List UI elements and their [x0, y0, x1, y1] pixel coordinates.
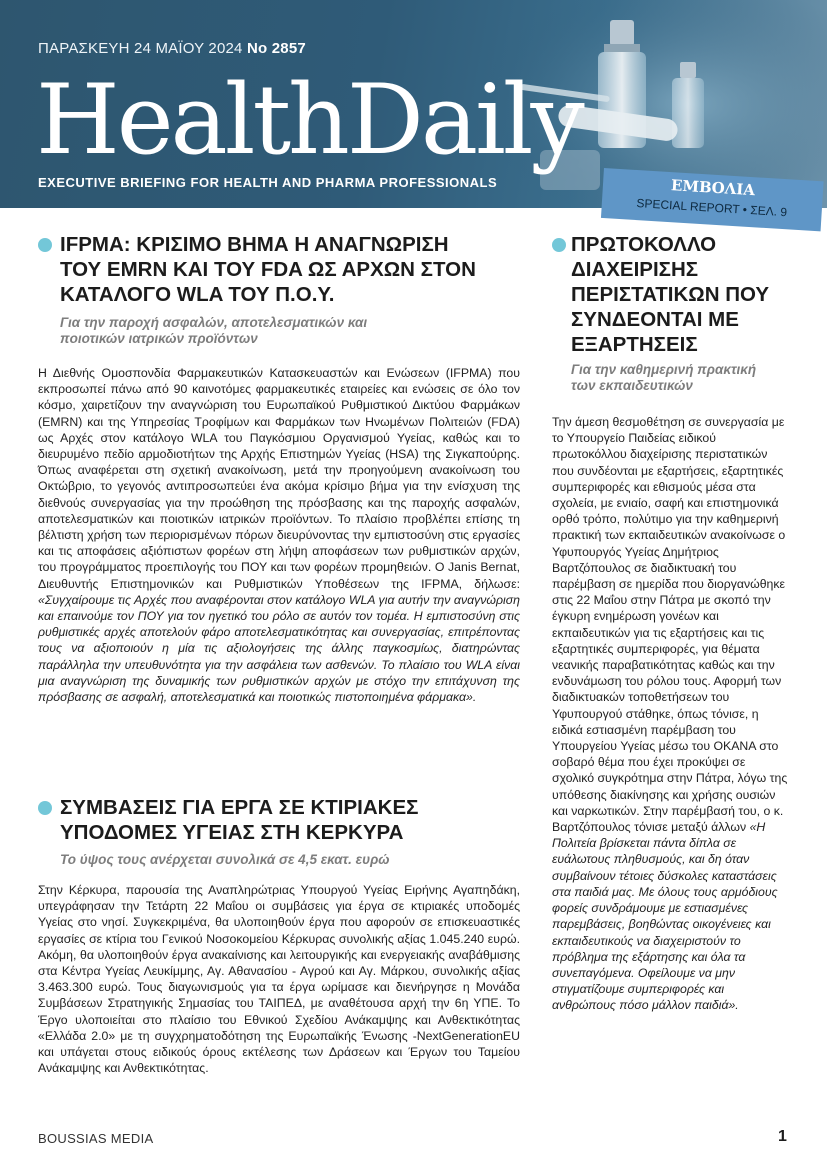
- article2-headline[interactable]: ΣΥΜΒΑΣΕΙΣ ΓΙΑ ΕΡΓΑ ΣΕ ΚΤΙΡΙΑΚΕΣ ΥΠΟΔΟΜΕΣ ΥΓΕΙΑΣ ΣΤΗ ΚΕΡΚΥΡΑ: [60, 796, 419, 844]
- page-number: 1: [778, 1128, 787, 1145]
- tagline: EXECUTIVE BRIEFING FOR HEALTH AND PHARMA PROFESSIONALS: [38, 175, 498, 190]
- article3-body-text: Την άμεση θεσμοθέτηση σε συνεργασία με το Υπουργείο Παιδείας ειδικού πρωτοκόλλου διαχείρισης περιστατικών που συνδέονται με εξαρτήσεις, εξαρτητικές συμπεριφορές και εθισμούς μέσα στα σχολεία, με ενιαίο, σαφή και επιστημονικά ορθό τρόπο, πολύτιμο για την καθημερινή πρακτική των εκπαιδευτικών ανακοίνωσε ο Υφυπουργός Υγείας Δημήτριος Βαρτζόπουλος σε διαδικτυακή του παρέμβαση σε ημερίδα που διοργανώθηκε στις 22 Μαΐου στην Πάτρα με σκοπό την έγκυρη ενημέρωση γονέων και εκπαιδευτικών για τις εξαρτήσεις και τις εξαρτητικές συμπεριφορές, για θέματα νεανικής παραβατικότητας καθώς και την ενδυνάμωση του ρόλου τους. Αφορμή των διαδικτυακών τοποθετήσεων του Υφυπουργού στάθηκε, όπως τόνισε, η ειδικά εστιασμένη παρέμβαση του Υπουργείου Υγείας μέσω του ΟΚΑΝΑ στο σοβαρό θέμα που έχει προκύψει σε σχολικό συγκρότημα στην Πάτρα, λόγω της υπόθεσης διακίνησης και χρήσης ουσιών και ναρκωτικών. Στην παρέμβασή του, ο κ. Βαρτζόπουλος τόνισε μεταξύ άλλων: [552, 415, 788, 835]
- special-report-title: ΕΜΒΟΛΙΑ: [670, 176, 756, 200]
- article1-body: [38, 365, 520, 705]
- article1-body-text: Η Διεθνής Ομοσπονδία Φαρμακευτικών Κατασκευαστών και Ενώσεων (IFPMA) που εκπροσωπεί πάνω από 90 καινοτόμες φαρμακευτικές εταιρείες και ενώσεις σε όλο τον κόσμο, χαιρετίζουν την αναγνώριση του Ευρωπαϊκού Ρυθμιστικού Δικτύου Φαρμάκων (EMRN) και της Υπηρεσίας Τροφίμων και Φαρμάκων των Ηνωμένων Πολιτειών (FDA) ως Αρχές στον κατάλογο WLA του Παγκόσμιου Οργανισμού Υγείας, καθώς και το διευρυμένο πεδίο αρμοδιοτήτων της Αρχής Επιστημών Υγείας (HSA) της Σιγκαπούρης. Όπως αναφέρεται στη σχετική ανακοίνωση, μετά την προηγούμενη ανακοίνωση του Οκτώβριο, το γεγονός αντιπροσωπεύει ένα ακόμα κρίσιμο βήμα για την ενίσχυση της διεθνούς συνεργασίας για την προώθηση της πρόσβασης και της παροχής ασφαλών, αποτελεσματικών και ποιοτικών ιατρικών προϊόντων. Το πλαίσιο προβλέπει επίσης τη βέλτιστη χρήση των περιορισμένων πόρων διευρύνοντας την εμπιστοσύνη στις εργασίες και τις αποφάσεις αξιόπιστων φορέων στη λήψη αποφάσεων των ρυθμιστικών αρχών, του προγράμματος προεπιλογής του ΠΟΥ και των φορέων προμηθειών. Ο Janis Bernat, Διευθυντής Επιστημονικών και Ρυθμιστικών Υποθέσεων της IFPMA, δήλωσε:: [38, 366, 520, 591]
- article3-body: [552, 414, 790, 1014]
- article1-headline[interactable]: IFPMA: ΚΡΙΣΙΜΟ ΒΗΜΑ Η ΑΝΑΓΝΩΡΙΣΗ ΤΟΥ EMRN ΚΑΙ ΤΟΥ FDA ΩΣ ΑΡΧΩΝ ΣΤΟΝ ΚΑΤΑΛΟΓΟ WLA ΤΟΥ Π.Ο.Υ.: [60, 233, 476, 306]
- issue-number: No 2857: [246, 40, 306, 57]
- article2-body: Στην Κέρκυρα, παρουσία της Αναπληρώτριας Υπουργού Υγείας Ειρήνης Αγαπηδάκη, υπεγράφησαν την Τετάρτη 22 Μαΐου οι συμβάσεις για έργα σε κτιριακές υποδομές Υγείας στο νησί. Συγκεκριμένα, θα υλοποιηθούν έργα που αφορούν σε επισκευαστικές εργασίες σε κτίρια του Γενικού Νοσοκομείου Κέρκυρας συνολικής αξίας 1.045.240 ευρώ. Ακόμη, θα υλοποιηθούν έργα ανακαίνισης και λειτουργικής και ενεργειακής αναβάθμισης στα Κέντρα Υγείας Λευκίμμης, Αγ. Αθανασίου - Αγρού και Αγ. Μάρκου, συνολικής αξίας 3.463.300 ευρώ. Τους διαγωνισμούς για τα έργα ωρίμασε και διενήργησε η Μονάδα Συμβάσεων Στρατηγικής Σημασίας του ΤΑΙΠΕΔ, με αναθέτουσα αρχή την 6η ΥΠΕ. Το Έργο υλοποιείται στο πλαίσιο του Εθνικού Σχεδίου Ανάκαμψης και Ανθεκτικότητας «Ελλάδα 2.0» με τη συγχρηματοδότηση της Ευρωπαϊκής Ένωσης -NextGenerationEU και υπάγεται στους ειδικούς όρους εκτέλεσης των Δράσεων και Έργων του Ταμείου Ανάκαμψης και Ανθεκτικότητας.: [38, 883, 520, 1076]
- article2-subtitle: Το ύψος τους ανέρχεται συνολικά σε 4,5 εκατ. ευρώ: [60, 852, 390, 867]
- article-bullet-icon: [38, 238, 52, 252]
- footer-brand: BOUSSIAS MEDIA: [38, 1131, 154, 1146]
- article-bullet-icon: [38, 801, 52, 815]
- issue-date: [38, 40, 306, 57]
- article3-subtitle: Για την καθημερινή πρακτική των εκπαιδευτικών: [571, 362, 757, 393]
- article3-quote: «Η Πολιτεία βρίσκεται πάντα δίπλα σε ευάλωτους πληθυσμούς, και δη όταν συμβαίνουν τέτοιες δύσκολες καταστάσεις στα παιδιά μας. Με όλους τους αρμόδιους φορείς συνδράμουμε με εστιασμένες παρεμβάσεις, βοηθώντας οικογένειες και εκπαιδευτικούς να διαχειριστούν το πρόβλημα της εξάρτησης και όλα τα συνεπαγόμενα. Οφείλουμε να μην στιγματίζουμε συμπεριφορές και ανθρώπους πόσο μάλλον παιδιά».: [552, 820, 778, 1013]
- article1-quote: «Συγχαίρουμε τις Αρχές που αναφέρονται στον κατάλογο WLA για αυτήν την αναγνώριση και επαινούμε τον ΠΟΥ για τον ηγετικό του ρόλο σε αυτόν τον τομέα. Η εμπιστοσύνη στις ρυθμιστικές αρχές αποτελούν φάρο αποτελεσματικότητας και συνεργασίας, επιτρέποντας τους να αξιοποιούν η μία τις αξιολογήσεις της άλλης παγκοσμίως, διατηρώντας παράλληλα την υπευθυνότητα για την ασφάλεια των ασθενών. Το πλαίσιο του WLA είναι μια αναγνώριση της δυναμικής των ρυθμιστικών αρχών με στόχο την επιτάχυνση της πρόσβασης σε ασφαλή, αποτελεσματικά και ποιοτικώς πιστοποιημένα φάρμακα».: [38, 592, 520, 705]
- health-daily-logo: HealthDaily: [36, 64, 582, 176]
- article-bullet-icon: [552, 238, 566, 252]
- special-report-subtitle: SPECIAL REPORT • ΣΕΛ. 9: [636, 196, 788, 220]
- date-text: ΠΑΡΑΣΚΕΥΗ 24 ΜΑΪΟΥ 2024: [38, 40, 243, 57]
- article1-subtitle: Για την παροχή ασφαλών, αποτελεσματικών και ποιοτικών ιατρικών προϊόντων: [60, 315, 368, 346]
- article3-headline[interactable]: ΠΡΩΤΟΚΟΛΛΟ ΔΙΑΧΕΙΡΙΣΗΣ ΠΕΡΙΣΤΑΤΙΚΩΝ ΠΟΥ ΣΥΝΔΕΟΝΤΑΙ ΜΕ ΕΞΑΡΤΗΣΕΙΣ: [571, 233, 770, 356]
